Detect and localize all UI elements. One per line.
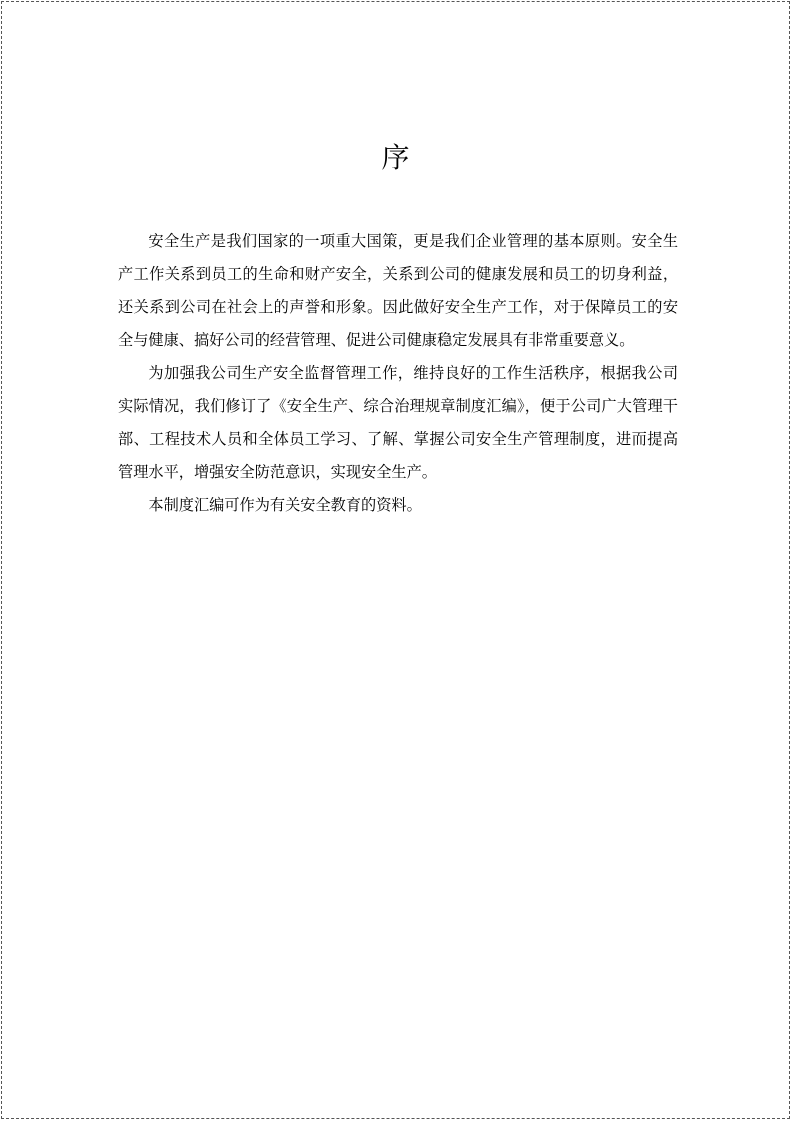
paragraph-1: 安全生产是我们国家的一项重大国策，更是我们企业管理的基本原则。安全生产工作关系到员工的生命和财产安全，关系到公司的健康发展和员工的切身利益，还关系到公司在社会上的声誉和形象。因此做好安全生产工作，对于保障员工的安全与健康、搞好公司的经营管理、促进公司健康稳定发展具有非常重要意义。 [118,232,678,349]
document-body [118,225,678,522]
paragraph-2: 为加强我公司生产安全监督管理工作，维持良好的工作生活秩序，根据我公司实际情况，我们修订了《安全生产、综合治理规章制度汇编》，便于公司广大管理干部、工程技术人员和全体员工学习、了解、掌握公司安全生产管理制度，进而提高管理水平，增强安全防范意识，实现安全生产。 [118,364,678,481]
page-title: 序 [381,141,412,174]
paragraph-3: 本制度汇编可作为有关安全教育的资料。 [148,496,422,514]
